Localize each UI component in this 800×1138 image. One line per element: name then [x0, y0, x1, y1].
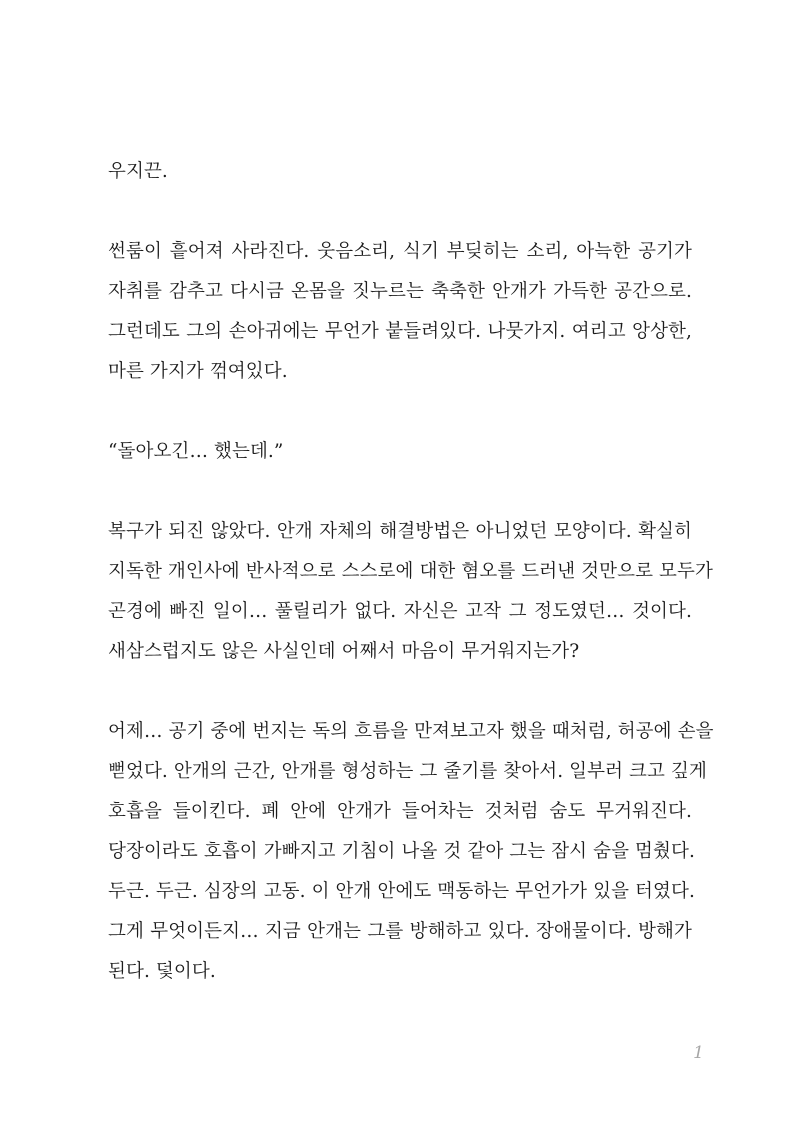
text-line: “돌아오긴… 했는데.”: [108, 441, 284, 462]
text-line: 곤경에 빠진 일이… 풀릴리가 없다. 자신은 고작 그 정도였던… 것이다.: [108, 601, 692, 622]
text-line: 새삼스럽지도 않은 사실인데 어째서 마음이 무거워지는가?: [108, 641, 580, 662]
paragraph: [108, 512, 713, 672]
text-line: 호흡을 들이킨다. 폐 안에 안개가 들어차는 것처럼 숨도 무거워진다.: [108, 801, 692, 822]
text-line: 복구가 되진 않았다. 안개 자체의 해결방법은 아니었던 모양이다. 확실히: [108, 521, 692, 542]
paragraph: [108, 152, 692, 192]
text-line: 마른 가지가 꺾여있다.: [108, 361, 288, 382]
text-line: 뻗었다. 안개의 근간, 안개를 형성하는 그 줄기를 찾아서. 일부러 크고 깊게: [108, 761, 707, 782]
paragraph-gap: [108, 672, 692, 712]
text-line: 썬룸이 흩어져 사라진다. 웃음소리, 식기 부딪히는 소리, 아늑한 공기가: [108, 241, 692, 262]
paragraph: [108, 432, 692, 472]
paragraph-gap: [108, 472, 692, 512]
page-number: 1: [693, 1043, 704, 1063]
text-line: 그런데도 그의 손아귀에는 무언가 붙들려있다. 나뭇가지. 여리고 앙상한,: [108, 321, 692, 342]
text-line: 두근. 두근. 심장의 고동. 이 안개 안에도 맥동하는 무언가가 있을 터였다.: [108, 881, 695, 902]
text-line: 된다. 덫이다.: [108, 961, 216, 982]
text-line: 우지끈.: [108, 161, 168, 182]
text-line: 그게 무엇이든지… 지금 안개는 그를 방해하고 있다. 장애물이다. 방해가: [108, 921, 692, 942]
text-line: 자취를 감추고 다시금 온몸을 짓누르는 축축한 안개가 가득한 공간으로.: [108, 281, 692, 302]
paragraph: [108, 712, 714, 992]
text-line: 당장이라도 호흡이 가빠지고 기침이 나올 것 같아 그는 잠시 숨을 멈췄다.: [108, 841, 695, 862]
paragraph-gap: [108, 192, 692, 232]
text-line: 지독한 개인사에 반사적으로 스스로에 대한 혐오를 드러낸 것만으로 모두가: [108, 561, 713, 582]
paragraph-gap: [108, 392, 692, 432]
body-text: [108, 152, 714, 992]
paragraph: [108, 232, 692, 392]
text-line: 어제… 공기 중에 번지는 독의 흐름을 만져보고자 했을 때처럼, 허공에 손을: [108, 721, 714, 742]
